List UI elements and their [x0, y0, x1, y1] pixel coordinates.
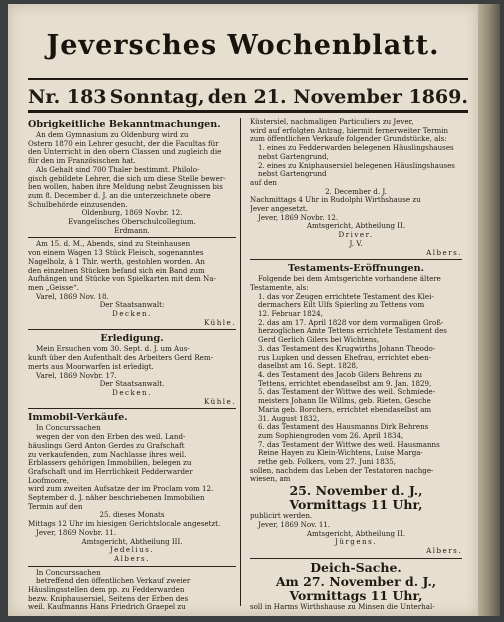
- book-spine-edge: [478, 4, 500, 616]
- text-line: Ostern 1870 ein Lehrer gesucht, der die Facultas für: [28, 139, 219, 148]
- section-rule: [250, 259, 462, 260]
- section-heading: Obrigkeitliche Bekanntmachungen.: [28, 119, 221, 130]
- text-line: Tettens, errichtet ebendaselbst am 9. Jan. 1829,: [258, 379, 432, 388]
- text-line: zum 8. December d. J. an die unterzeichnete obere: [28, 191, 211, 200]
- masthead-rule-bottom: [28, 110, 468, 113]
- text-line: 5. das Testament der Wittwe des weil. Schmiede-: [258, 388, 436, 397]
- text-line: wird auf erfolgten Antrag, hiermit fernerweiter Termin: [250, 126, 449, 135]
- section-rule: [28, 566, 236, 567]
- text-line: J. V.: [349, 239, 363, 248]
- emphasized-line: Deich-Sache.: [310, 559, 402, 575]
- text-line: 4. des Testament des Jacob Gilers Behrens zu: [258, 370, 423, 379]
- text-line: Albers.: [426, 546, 462, 555]
- text-line: 1. eines zu Fedderwarden belegenen Häuslingshauses: [258, 144, 454, 153]
- issue-number: Nr. 183: [28, 86, 107, 108]
- text-line: dermachers Eilt Ulfs Spierling zu Tettens vom: [258, 301, 425, 310]
- text-line: Decken.: [112, 388, 152, 397]
- text-line: nebst Gartengrund: [258, 170, 327, 179]
- text-line: auf den: [250, 178, 277, 187]
- text-line: Der Staatsanwalt.: [99, 380, 165, 389]
- text-line: den Unterricht in den obern Classen und zugleich die: [28, 148, 222, 157]
- text-line: betreffend den öffentlichen Verkauf zweier: [36, 577, 191, 586]
- text-line: rus Lupken und dessen Ehefrau, errichtet eben-: [258, 353, 432, 362]
- text-line: In Concurssachen: [36, 568, 101, 577]
- text-line: Grafschaft und im Herrlichkeit Fedderwarder: [28, 467, 193, 476]
- newspaper-page: [8, 4, 478, 616]
- text-line: Testamente, als:: [250, 283, 309, 292]
- text-line: weil. Kaufmanns Hans Friedrich Graepel zu: [28, 603, 186, 612]
- text-line: In Concurssachen: [36, 424, 101, 433]
- text-line: ben wollen, haben ihre Meldung nebst Zeugnissen bis: [28, 183, 223, 192]
- right-column: [250, 118, 462, 611]
- section-rule: [28, 237, 236, 238]
- text-line: Jever angesetzt.: [250, 205, 308, 214]
- text-line: Amtsgericht, Abtheilung III.: [81, 537, 183, 546]
- text-line: 31. August 1832,: [258, 414, 320, 423]
- text-line: Jever, 1869 Novbr. 12.: [258, 213, 339, 222]
- text-line: wegen der von den Erben des weil. Land-: [36, 433, 186, 442]
- text-line: Jever, 1869 Nov. 11.: [258, 520, 331, 529]
- text-line: Maria geb. Borchers, errichtet ebendaselbst am: [258, 405, 432, 414]
- text-line: Jürgens.: [334, 538, 377, 547]
- section-heading: Testaments-Eröffnungen.: [288, 263, 424, 275]
- text-line: 25. dieses Monats: [99, 511, 165, 520]
- text-line: publicirt werden.: [250, 512, 313, 521]
- emphasized-line: 25. November d. J.,: [289, 483, 423, 499]
- text-line: wiesen, am: [250, 475, 291, 484]
- issue-day: Sonntag,: [109, 86, 205, 108]
- text-line: Kühle.: [203, 318, 236, 327]
- text-line: sollen, nachdem das Leben der Testatoren nachge-: [250, 466, 434, 475]
- text-line: 12. Februar 1824,: [258, 310, 323, 319]
- issue-line: [28, 86, 468, 108]
- text-line: Küstersiel, nachmaligen Particuliers zu Jever,: [250, 118, 414, 126]
- text-line: Amtsgericht, Abtheilung II.: [306, 222, 406, 231]
- text-line: den einzelnen Stücken befand sich ein Band zum: [28, 266, 205, 275]
- section-heading: Erledigung.: [100, 333, 164, 345]
- emphasized-line: Vormittags 11 Uhr,: [289, 587, 423, 603]
- text-line: 7. das Testament der Wittwe des weil. Hausmanns: [258, 440, 440, 449]
- text-line: häuslings Gerd Anton Gerdes zu Grafschaft: [28, 441, 185, 450]
- text-line: Driver.: [338, 231, 374, 240]
- text-line: nebst Gartengrund,: [258, 152, 329, 161]
- text-line: An dem Gymnasium zu Oldenburg wird zu: [36, 131, 189, 139]
- text-line: Oldenburg, 1869 Novbr. 12.: [81, 209, 183, 218]
- text-line: Schulbehörde einzusenden.: [28, 200, 128, 209]
- text-line: kunft über den Aufenthalt des Arbeiters Gerd Rem-: [28, 354, 213, 363]
- emphasized-line: Vormittags 11 Uhr,: [289, 497, 423, 513]
- text-line: Varel, 1869 Nov. 18.: [36, 292, 109, 301]
- text-line: Jedelius.: [109, 546, 155, 555]
- text-line: Reine Hayen zu Klein-Wichtens, Luise Marga-: [258, 449, 423, 458]
- text-line: Häuslingsstellen dem pp. zu Fedderwarden: [28, 586, 185, 595]
- text-line: soll in Harms Wirthshause zu Minsen die Unterhal-: [250, 602, 435, 611]
- text-line: Nagelholz, à 1 Thlr. werth, gestohlen worden. An: [28, 257, 205, 266]
- text-line: meisters Johann Ile Willms, geb. Rieten, Gesche: [258, 397, 431, 406]
- text-line: Gerd Gerlich Gilers bei Wichtens,: [258, 336, 380, 345]
- masthead-title: Jeversches Wochenblatt.: [46, 30, 440, 61]
- text-line: Termin auf den: [28, 502, 83, 511]
- text-line: Mein Ersuchen vom 30. Sept. d. J. um Aus-: [36, 345, 190, 354]
- text-line: wird zum zweiten Aufsatze der im Proclam vom 12.: [28, 485, 214, 494]
- text-line: herzoglichen Amte Tettens errichtete Testament des: [258, 327, 447, 336]
- left-column: [28, 118, 236, 612]
- text-line: Erblassers gehörigen Immobilien, belegen zu: [28, 459, 192, 468]
- section-heading: Immobil-Verkäufe.: [28, 412, 128, 424]
- text-line: 3. das Testament des Krugwirths Johann Theodo-: [258, 344, 436, 353]
- text-line: Der Staatsanwalt:: [99, 301, 165, 310]
- text-line: Nachmittags 4 Uhr in Rudolphi Wirthshause zu: [250, 196, 421, 205]
- text-line: 6. das Testament des Hausmanns Dirk Behrens: [258, 423, 429, 432]
- text-line: 2. das am 17. April 1828 vor dem vormaligen Groß-: [258, 318, 444, 327]
- text-line: rethe geb. Folkers, vom 27. Juni 1835,: [258, 458, 396, 467]
- text-line: 2. December d. J.: [325, 187, 387, 196]
- text-line: gisch gebildete Lehrer, die sich um diese Stelle bewer-: [28, 174, 226, 183]
- text-line: men „Geisse“.: [28, 283, 79, 292]
- text-line: Mittags 12 Uhr im hiesigen Gerichtslocale angesetzt.: [28, 520, 221, 529]
- text-line: Folgende bei dem Amtsgerichte vorhandene ältere: [258, 275, 441, 284]
- text-line: Varel, 1869 Novbr. 17.: [36, 371, 117, 380]
- text-line: Decken.: [112, 310, 152, 319]
- text-line: Als Gehalt sind 700 Thaler bestimmt. Philolo-: [36, 165, 200, 174]
- text-line: 1. das vor Zeugen errichtete Testament des Klei-: [258, 292, 434, 301]
- text-line: September d. J. näher beschriebenen Immobilien: [28, 494, 205, 503]
- text-line: von einem Wagen 13 Stück Fleisch, sogenanntes: [28, 249, 204, 258]
- text-line: Albers.: [114, 554, 150, 563]
- text-line: Am 15. d. M., Abends, sind zu Steinhausen: [36, 240, 191, 249]
- section-rule: [28, 408, 236, 409]
- text-line: Loofmoore,: [28, 476, 69, 485]
- text-line: Albers.: [426, 248, 462, 257]
- text-line: für den im Französischen hat.: [28, 157, 136, 166]
- text-line: zum öffentlichen Verkaufe folgender Grundstücke, als:: [250, 135, 447, 144]
- emphasized-line: Am 27. November d. J.,: [275, 573, 437, 589]
- text-line: Aufhängen und Stücke von Spielkarten mit dem Na-: [28, 275, 216, 284]
- text-line: bezw. Kniphausersiel, Seitens der Erben des: [28, 594, 189, 603]
- text-line: daselbst am 16. Sept. 1828,: [258, 362, 359, 371]
- masthead-rule-top: [28, 78, 468, 80]
- section-rule: [28, 329, 236, 330]
- text-line: Erdmann.: [114, 226, 150, 235]
- text-line: Amtsgericht, Abtheilung II.: [306, 529, 406, 538]
- text-line: zum Sophiengroden vom 26. April 1834,: [258, 431, 404, 440]
- text-line: zu verkaufenden, zum Nachlasse ihres weil.: [28, 450, 187, 459]
- column-divider: [240, 118, 241, 606]
- text-line: 2. eines zu Kniphausersiel belegenen Häuslingshauses: [258, 161, 455, 170]
- text-line: Jever, 1869 Novbr. 11.: [36, 528, 117, 537]
- text-line: Kühle.: [203, 397, 236, 406]
- issue-date: den 21. November 1869.: [207, 86, 468, 108]
- text-line: Evangelisches Oberschulcollegium.: [68, 218, 196, 227]
- text-line: merts aus Moorwarfen ist erledigt.: [28, 362, 154, 371]
- section-rule: [250, 558, 462, 559]
